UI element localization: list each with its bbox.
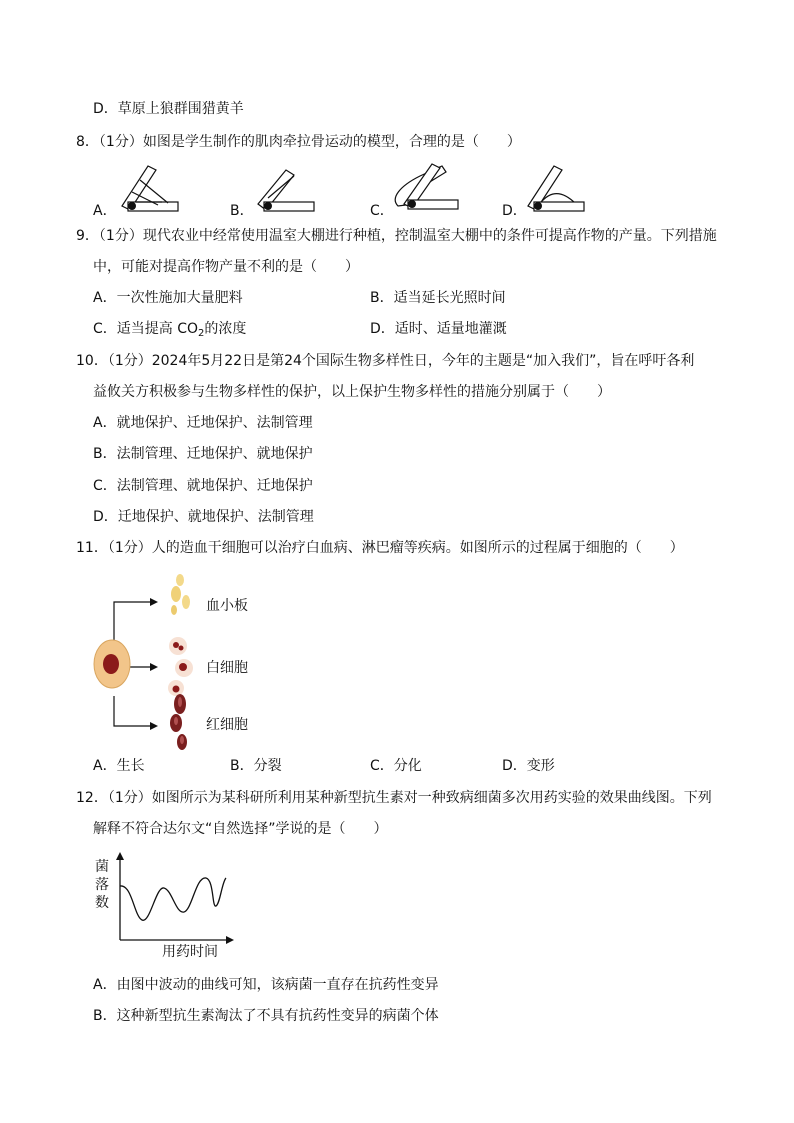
q12-x-label: 用药时间 [162,944,218,960]
q11-label-red-blood-cell: 红细胞 [206,717,248,733]
q8-option-c-label: C． [370,203,394,219]
q9-option-c: C．适当提高 $CO_2$的浓度 [93,321,247,339]
q8-figure-a [118,162,182,216]
q8-figure-c [390,158,462,216]
q8-figure-b [254,166,318,216]
q8-figure-d [524,162,588,216]
q12-option-a: A．由图中波动的曲线可知，该病菌一直存在抗药性变异 [93,977,439,993]
q8-option-d-label: D． [502,203,527,219]
q11-label-white-blood-cell: 白细胞 [206,660,248,676]
q10-option-d: D．迁地保护、就地保护、法制管理 [93,509,314,525]
q11-figure [90,568,210,750]
q7-option-d: D．草原上狼群围猎黄羊 [93,101,244,117]
q11-option-c: C．分化 [370,758,422,774]
q8-option-b-label: B． [230,203,254,219]
q12-stem-line1: 12．（1分）如图所示为某科研所利用某种新型抗生素对一种致病细菌多次用药实验的效果曲线图。下列 [76,790,712,806]
q10-option-a: A．就地保护、迁地保护、法制管理 [93,415,313,431]
q12-option-b: B．这种新型抗生素淘汰了不具有抗药性变异的病菌个体 [93,1008,439,1024]
q9-stem-line2: 中，可能对提高作物产量不利的是（ ） [93,259,359,275]
q12-y-label-3: 数 [95,895,109,911]
q8-stem: 8．（1分）如图是学生制作的肌肉牵拉骨运动的模型，合理的是（ ） [76,134,521,150]
q9-option-b: B．适当延长光照时间 [370,290,506,306]
q11-option-b: B．分裂 [230,758,282,774]
q11-stem: 11．（1分）人的造血干细胞可以治疗白血病、淋巴瘤等疾病。如图所示的过程属于细胞的（ ） [76,540,684,556]
q11-option-d: D．变形 [502,758,555,774]
q12-graph [112,852,236,946]
q12-y-label-2: 落 [95,877,109,893]
q11-option-a: A．生长 [93,758,145,774]
q10-option-c: C．法制管理、就地保护、迁地保护 [93,478,313,494]
q11-label-platelet: 血小板 [206,598,248,614]
q9-option-d: D．适时、适量地灌溉 [370,321,507,337]
q10-option-b: B．法制管理、迁地保护、就地保护 [93,446,313,462]
q12-stem-line2: 解释不符合达尔文“自然选择”学说的是（ ） [93,821,388,837]
q9-stem-line1: 9．（1分）现代农业中经常使用温室大棚进行种植，控制温室大棚中的条件可提高作物的产量。下列措施 [76,228,717,244]
q8-option-a-label: A． [93,203,117,219]
q12-y-label-1: 菌 [95,859,109,875]
q10-stem-line2: 益攸关方积极参与生物多样性的保护，以上保护生物多样性的措施分别属于（ ） [93,384,611,400]
q9-option-a: A．一次性施加大量肥料 [93,290,243,306]
q10-stem-line1: 10．（1分）2024年5月22日是第24个国际生物多样性日，今年的主题是“加入我们”，旨在呼吁各利 [76,353,695,369]
